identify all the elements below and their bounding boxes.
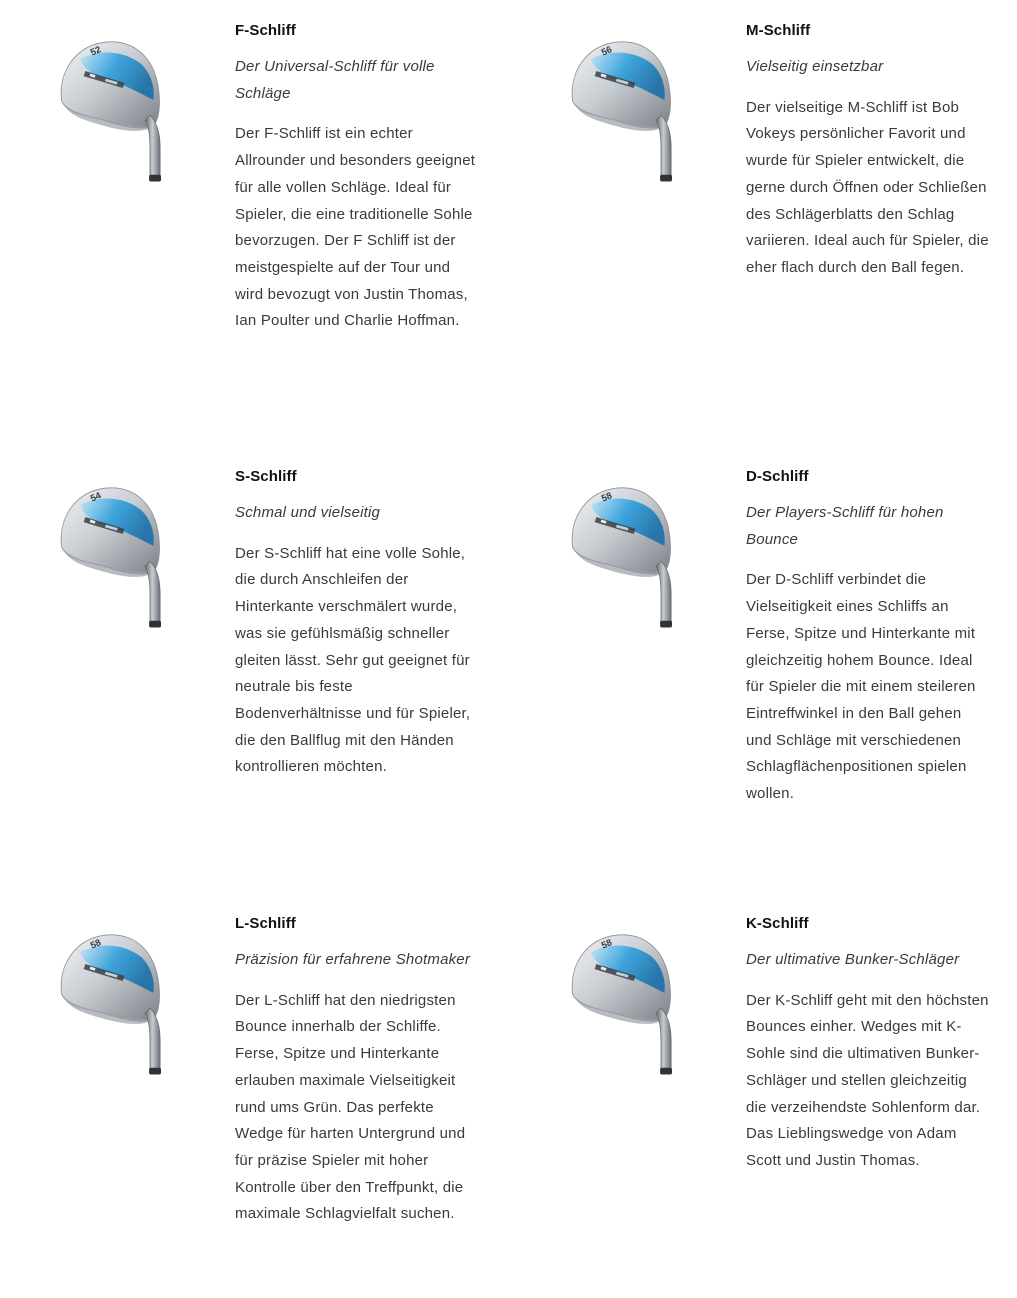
loft-label: 58: [599, 490, 614, 504]
wedge-image: [546, 466, 696, 636]
grind-text: [746, 466, 991, 808]
grind-text: [235, 913, 480, 1228]
wedge-image: [35, 20, 185, 190]
grind-text: [235, 20, 480, 335]
grind-description: Der K-Schliff geht mit den höchsten Bounces einher. Wedges mit K-Sohle sind die ultimativen Bunker-Schläger und stellen gleichzeitig die verzeihendste Sohlenform dar. Das Lieblingswedge von Adam Scott und Justin Thomas.: [746, 991, 989, 1169]
wedge-image: [546, 20, 696, 190]
grind-text: [746, 20, 991, 282]
loft-label: 52: [88, 44, 103, 58]
grind-subtitle: Der Universal-Schliff für volle Schläge: [235, 58, 435, 102]
grind-title: M-Schliff: [746, 22, 811, 39]
loft-label: 54: [88, 490, 103, 504]
grind-text: [235, 466, 480, 781]
grind-title: D-Schliff: [746, 468, 809, 485]
grind-description: Der L-Schliff hat den niedrigsten Bounce innerhalb der Schliffe. Ferse, Spitze und Hinterkante erlauben maximale Vielseitigkeit rund ums Grün. Das perfekte Wedge für harten Untergrund und für präzise Spieler mit hoher Kontrolle über den Treffpunkt, die maximale Schlagvielfalt suchen.: [235, 991, 466, 1223]
loft-label: 58: [599, 937, 614, 951]
grind-title: L-Schliff: [235, 915, 296, 932]
grind-title: F-Schliff: [235, 22, 296, 39]
grind-description: Der D-Schliff verbindet die Vielseitigkeit eines Schliffs an Ferse, Spitze und Hinterkante mit gleichzeitig hohem Bounce. Ideal für Spieler die mit einem steileren Eintreffwinkel in den Ball gehen und Schläge mit verschiedenen Schlagflächenpositionen spielen wollen.: [746, 571, 976, 803]
grind-subtitle: Vielseitig einsetzbar: [746, 58, 884, 75]
grind-description: Der vielseitige M-Schliff ist Bob Vokeys persönlicher Favorit und wurde für Spieler entwickelt, die gerne durch Öffnen oder Schließen des Schlägerblatts den Schlag variieren. Ideal auch für Spieler, die eher flach durch den Ball fegen.: [746, 98, 989, 276]
grind-title: S-Schliff: [235, 468, 297, 485]
grind-subtitle: Präzision für erfahrene Shotmaker: [235, 951, 471, 968]
wedge-image: [35, 466, 185, 636]
wedge-image: [546, 913, 696, 1083]
grind-subtitle: Der Players-Schliff für hohen Bounce: [746, 504, 944, 548]
grind-title: K-Schliff: [746, 915, 809, 932]
loft-label: 56: [599, 44, 614, 58]
grind-subtitle: Der ultimative Bunker-Schläger: [746, 951, 960, 968]
grind-text: [746, 913, 991, 1175]
grind-description: Der S-Schliff hat eine volle Sohle, die durch Anschleifen der Hinterkante verschmälert wurde, was sie gefühlsmäßig schneller gleiten lässt. Sehr gut geeignet für neutrale bis feste Bodenverhältnisse und für Spieler, die den Ballflug mit den Händen kontrollieren möchten.: [235, 544, 471, 776]
grind-subtitle: Schmal und vielseitig: [235, 504, 381, 521]
grind-description: Der F-Schliff ist ein echter Allrounder und besonders geeignet für alle vollen Schläge. Ideal für Spieler, die eine traditionelle Sohle bevorzugen. Der F Schliff ist der meistgespielte auf der Tour und wird bevozugt von Justin Thomas, Ian Poulter und Charlie Hoffman.: [235, 125, 476, 330]
wedge-image: [35, 913, 185, 1083]
loft-label: 58: [88, 937, 103, 951]
